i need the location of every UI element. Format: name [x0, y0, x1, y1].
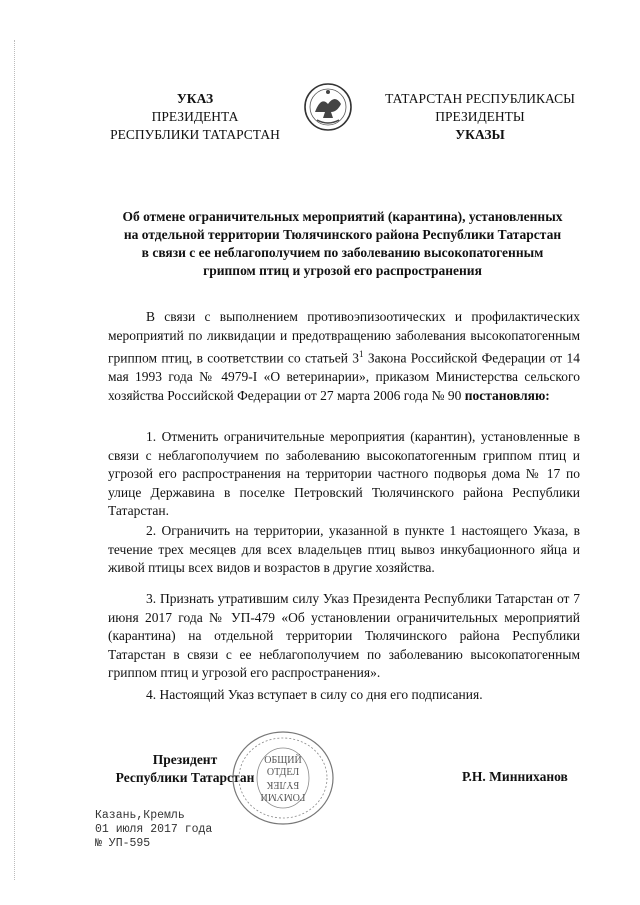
stamp-text: ОБЩИЙ: [264, 755, 302, 766]
issue-details: [95, 809, 212, 851]
header-left-line-3: РЕСПУБЛИКИ ТАТАРСТАН: [110, 127, 280, 142]
preamble-text-a: В связи с выполнением противоэпизоотических и профилактических мероприятий по ликвидации и предотвращению заболевания высокопатогенным гриппом птиц, в соответствии со статьей 3: [108, 309, 580, 366]
clause-text: 3. Признать утратившим силу Указ Президента Республики Татарстан от 7 июня 2017 года № УП-479 «Об установлении ограничительных мероприятий (карантина) на отдельной территории Тюлячинского района Республики Татарстан в связи с ее неблагополучием по заболеванию высокопатогенным гриппом птиц и угрозой его распространения».: [108, 591, 580, 680]
clause-1: [108, 428, 580, 521]
signatory-title-line-1: Президент: [152, 752, 218, 767]
coat-of-arms-icon: [303, 82, 353, 132]
preamble-paragraph: [108, 308, 580, 405]
title-line: Об отмене ограничительных мероприятий (карантина), установленных: [122, 209, 563, 224]
preamble-superscript: 1: [359, 349, 364, 359]
header-right-line-1: ТАТАРСТАН РЕСПУБЛИКАСЫ: [385, 91, 575, 106]
header-left: [95, 90, 295, 144]
header-left-line-1: УКАЗ: [176, 91, 214, 106]
stamp-text: БҮЛЕК: [266, 779, 300, 790]
header-left-line-2: ПРЕЗИДЕНТА: [151, 109, 239, 124]
preamble-text-b: Закона Российской Федерации от 14 мая 1993 года № 4979-I «О ветеринарии», приказом Министерства сельского хозяйства Российской Федерации от 27 марта 2006 года № 90: [108, 350, 580, 403]
stamp-text: ГОМУМИ: [260, 791, 306, 802]
decree-verb: постановляю:: [464, 387, 550, 403]
header-right-line-2: ПРЕЗИДЕНТЫ: [435, 109, 525, 124]
clause-4: [108, 686, 580, 705]
signatory-name: Р.Н. Минниханов: [462, 769, 568, 784]
title-line: в связи с ее неблагополучием по заболеванию высокопатогенным: [141, 245, 544, 260]
decree-title: [90, 208, 595, 280]
clause-text: 2. Ограничить на территории, указанной в пункте 1 настоящего Указа, в течение трех месяцев для всех владельцев птиц вывоз инкубационного яйца и живой птицы всех видов и возрастов в другие хозяйства.: [108, 523, 580, 575]
clause-2: [108, 522, 580, 578]
issue-date: 01 июля 2017 года: [95, 823, 213, 836]
header-right-line-3: УКАЗЫ: [455, 127, 505, 142]
signatory-title-line-2: Республики Татарстан: [115, 770, 255, 785]
clause-text: 1. Отменить ограничительные мероприятия (карантин), установленные в связи с неблагополучием по заболеванию высокопатогенным гриппом птиц и угрозой его распространения на территории частного подворья дома № 17 по улице Державина в поселке Петровский Тюлячинского района Республики Татарстан.: [108, 429, 580, 518]
official-stamp: [228, 728, 338, 828]
clause-text: 4. Настоящий Указ вступает в силу со дня его подписания.: [146, 687, 483, 702]
stamp-text: ОТДЕЛ: [266, 767, 300, 778]
title-line: на отдельной территории Тюлячинского района Республики Татарстан: [123, 227, 562, 242]
scan-edge-marks: [14, 40, 16, 880]
header-right: [355, 90, 605, 144]
issue-place: Казань,Кремль: [95, 809, 185, 822]
issue-number: № УП-595: [95, 837, 151, 850]
clause-3: [108, 590, 580, 683]
title-line: гриппом птиц и угрозой его распространения: [203, 263, 482, 278]
